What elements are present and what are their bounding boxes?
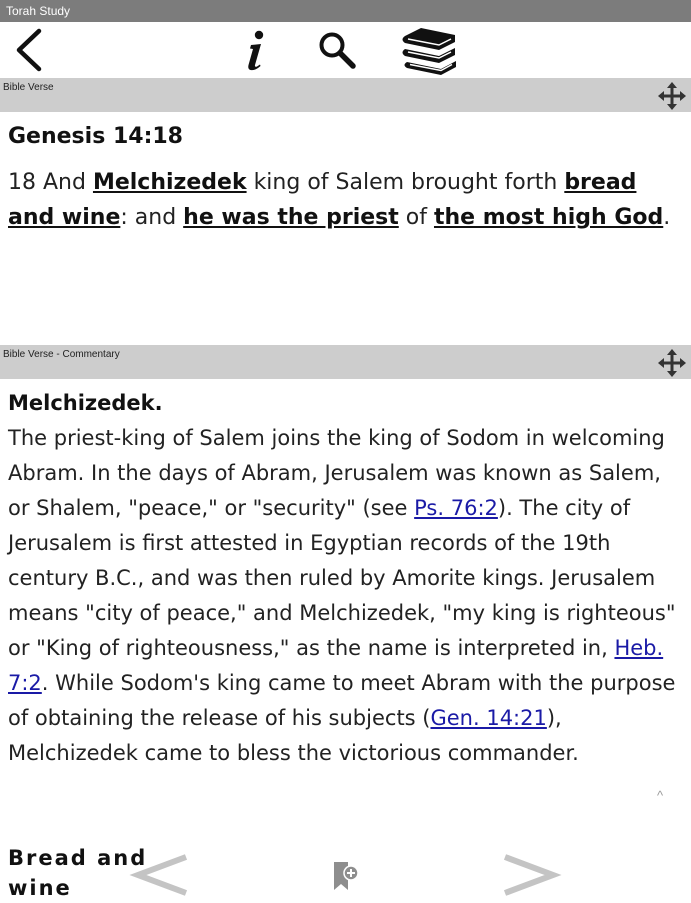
cross-reference-link[interactable]: Heb. 7:2 bbox=[8, 636, 664, 695]
next-heading-text: Bread and wine bbox=[8, 846, 148, 900]
keyword-link[interactable]: bread and wine bbox=[8, 170, 637, 230]
text-run: king of Salem brought forth bbox=[246, 170, 565, 195]
verse-text bbox=[8, 165, 678, 235]
text-run: . bbox=[663, 205, 671, 230]
text-run: of bbox=[398, 205, 434, 230]
bottom-navigation bbox=[0, 850, 691, 900]
text-run: ). The city of Jerusalem is first attested in Egyptian records of the 19th century B.C., and was then ruled by Amorite kings. Jerusalem means "city of peace," and Melchizedek, "my king is righteous" or "King of righteousness," as the name is interpreted in, bbox=[8, 496, 676, 660]
verse-reference: Genesis 14:18 bbox=[8, 124, 183, 149]
next-verse-button[interactable] bbox=[501, 854, 559, 901]
bookmark-add-icon bbox=[331, 860, 361, 892]
previous-arrow-icon bbox=[132, 854, 190, 896]
commentary-title: Melchizedek. bbox=[8, 391, 163, 415]
text-run: The priest-king of Salem joins the king of Sodom in welcoming Abram. In the days of Abram, Jerusalem was known as Salem, or Shalem, "peace," or "security" (see bbox=[8, 426, 665, 520]
move-arrows-icon[interactable] bbox=[657, 81, 687, 111]
text-run: : and bbox=[120, 205, 184, 230]
verse-section-title: Bible Verse bbox=[3, 82, 54, 93]
toolbar bbox=[0, 22, 691, 78]
books-icon bbox=[399, 25, 461, 75]
text-run: ), Melchizedek came to bless the victorious commander. bbox=[8, 706, 579, 765]
move-arrows-icon[interactable] bbox=[657, 348, 687, 378]
window-title: Torah Study bbox=[0, 0, 691, 22]
text-run: 18 And bbox=[8, 170, 93, 195]
scroll-up-indicator[interactable]: ^ bbox=[657, 788, 664, 803]
bookmark-add-button[interactable] bbox=[331, 860, 361, 897]
back-button[interactable] bbox=[8, 22, 48, 78]
previous-verse-button[interactable] bbox=[132, 854, 190, 901]
search-button[interactable] bbox=[315, 22, 359, 78]
cross-reference-link[interactable]: Ps. 76:2 bbox=[414, 496, 498, 520]
search-icon bbox=[316, 29, 358, 71]
keyword-link[interactable]: Melchizedek bbox=[92, 170, 247, 195]
commentary-text bbox=[8, 421, 678, 771]
info-button[interactable] bbox=[240, 22, 270, 78]
cross-reference-link[interactable]: Gen. 14:21 bbox=[430, 706, 547, 730]
text-run: . While Sodom's king came to meet Abram with the purpose of obtaining the release of his subjects ( bbox=[8, 671, 676, 730]
commentary-section-title: Bible Verse - Commentary bbox=[3, 349, 120, 360]
keyword-link[interactable]: the most high God bbox=[433, 205, 664, 230]
verse-section-header bbox=[0, 78, 691, 112]
chevron-left-icon bbox=[13, 28, 43, 72]
commentary-section-header bbox=[0, 345, 691, 379]
keyword-link[interactable]: he was the priest bbox=[183, 205, 399, 230]
library-button[interactable] bbox=[398, 22, 462, 78]
info-icon bbox=[243, 28, 267, 72]
next-arrow-icon bbox=[501, 854, 559, 896]
